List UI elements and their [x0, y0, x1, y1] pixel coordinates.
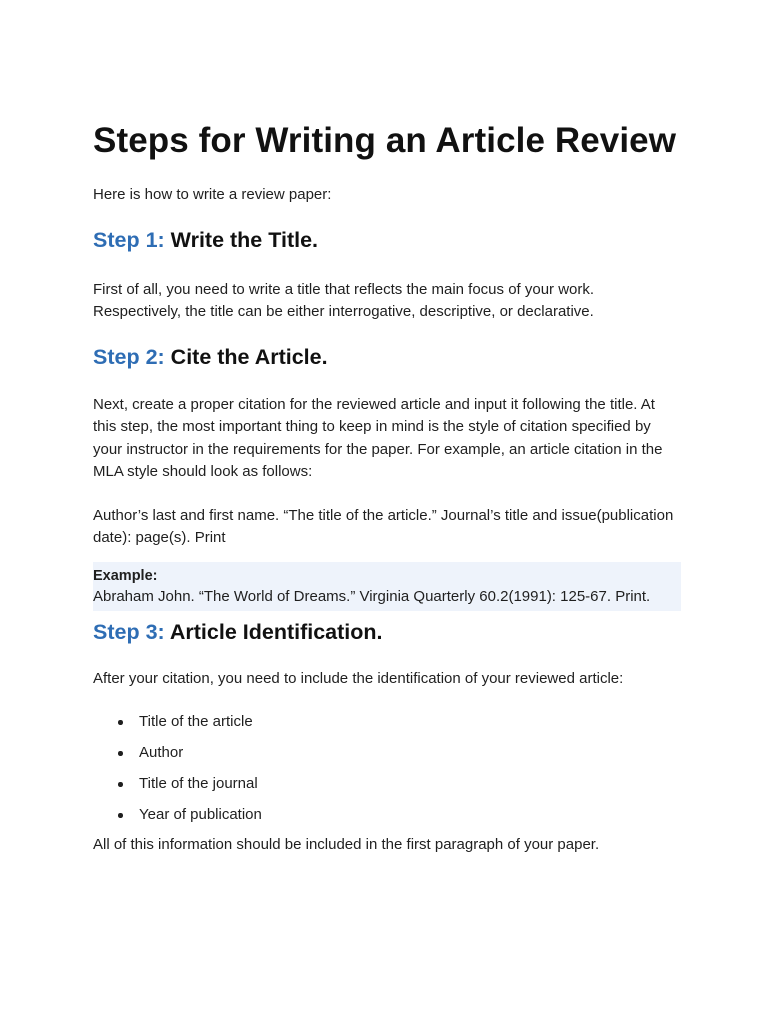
- step-3-label: Step 3:: [93, 619, 165, 644]
- intro-text: Here is how to write a review paper:: [93, 186, 332, 203]
- example-label: Example:: [93, 567, 158, 584]
- step-1-label: Step 1:: [93, 227, 165, 252]
- list-item: Author: [139, 742, 680, 764]
- step-3-heading: [93, 617, 680, 647]
- list-item: Title of the journal: [139, 773, 680, 795]
- step-2-heading: [93, 342, 680, 372]
- step-2-label: Step 2:: [93, 344, 165, 369]
- step-2-title: Cite the Article.: [170, 344, 328, 369]
- step-1-title: Write the Title.: [170, 227, 319, 252]
- citation-format: Author’s last and first name. “The title of the article.” Journal’s title and issue(publication date): page(s). Print: [93, 506, 674, 546]
- page-title: Steps for Writing an Article Review: [93, 121, 677, 160]
- step-3-title: Article Identification.: [169, 619, 383, 644]
- step-3-paragraph: After your citation, you need to include the identification of your reviewed article:: [93, 669, 624, 687]
- step-1-heading: [93, 225, 680, 255]
- list-item: Year of publication: [139, 804, 680, 826]
- example-box: [93, 562, 681, 611]
- list-item: Title of the article: [139, 711, 680, 733]
- step-1-paragraph: First of all, you need to write a title that reflects the main focus of your work. Respectively, the title can be either interrogative, descriptive, or declarative.: [93, 280, 595, 320]
- step-2-paragraph: Next, create a proper citation for the reviewed article and input it following the title. At this step, the most important thing to keep in mind is the style of citation specified by your instructor in the requirements for the paper. For example, an article citation in the MLA style should look as follows:: [93, 395, 663, 480]
- example-citation: Abraham John. “The World of Dreams.” Virginia Quarterly 60.2(1991): 125-67. Print.: [93, 587, 651, 605]
- closing-paragraph: All of this information should be included in the first paragraph of your paper.: [93, 836, 600, 853]
- identification-list: [93, 711, 680, 826]
